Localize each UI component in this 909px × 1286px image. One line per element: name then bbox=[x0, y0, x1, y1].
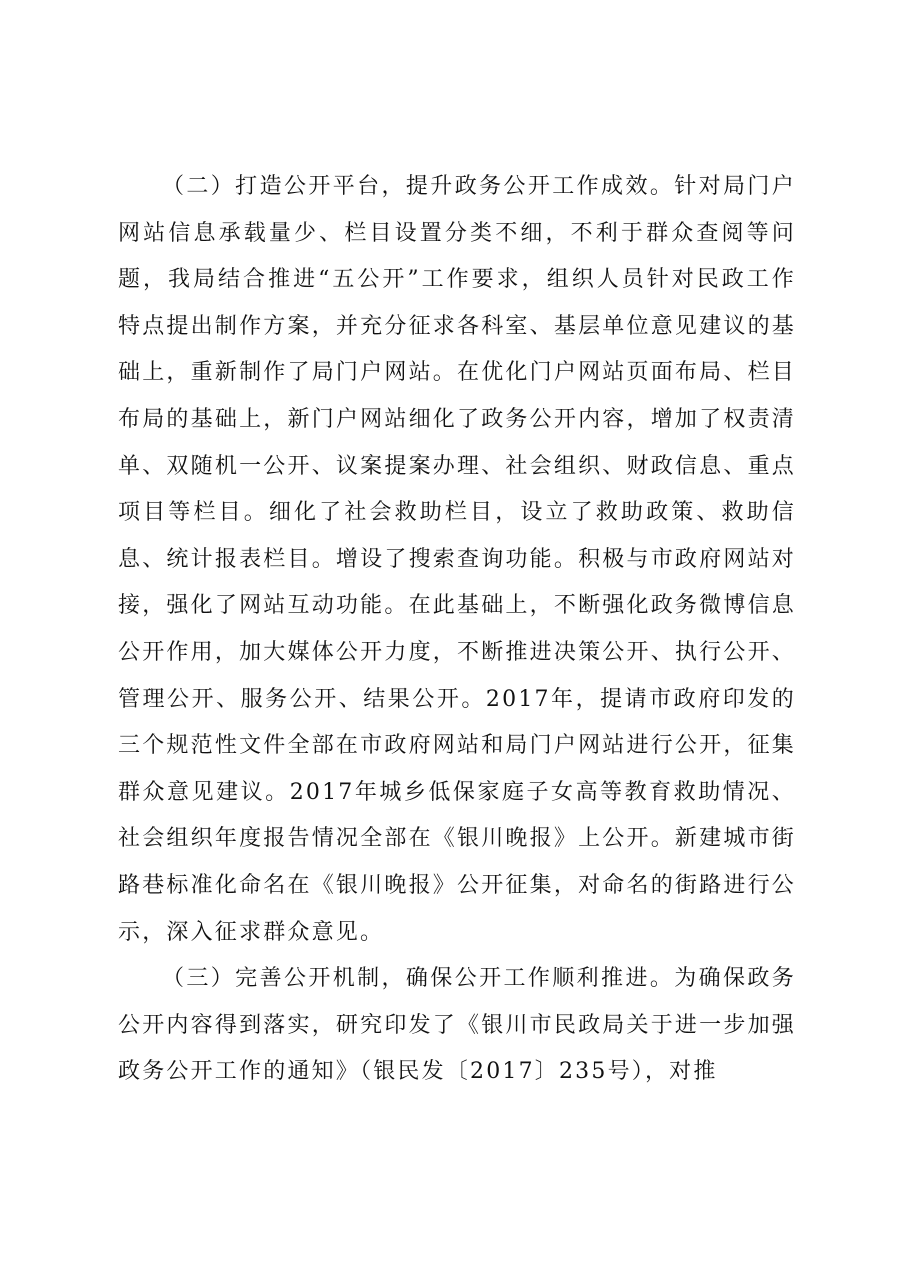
paragraph-2-open-platform: （二）打造公开平台，提升政务公开工作成效。针对局门户网站信息承载量少、栏目设置分类不细，不利于群众查阅等问题，我局结合推进“五公开”工作要求，组织人员针对民政工作特点提出制作方案，并充分征求各科室、基层单位意见建议的基础上，重新制作了局门户网站。在优化门户网站页面布局、栏目布局的基础上，新门户网站细化了政务公开内容，增加了权责清单、双随机一公开、议案提案办理、社会组织、财政信息、重点项目等栏目。细化了社会救助栏目，设立了救助政策、救助信息、统计报表栏目。增设了搜索查询功能。积极与市政府网站对接，强化了网站互动功能。在此基础上，不断强化政务微博信息公开作用，加大媒体公开力度，不断推进决策公开、执行公开、管理公开、服务公开、结果公开。2017年，提请市政府印发的三个规范性文件全部在市政府网站和局门户网站进行公开，征集群众意见建议。2017年城乡低保家庭子女高等教育救助情况、社会组织年度报告情况全部在《银川晚报》上公开。新建城市街路巷标准化命名在《银川晚报》公开征集，对命名的街路进行公示，深入征求群众意见。 bbox=[118, 174, 796, 945]
paragraph-3-open-mechanism: （三）完善公开机制，确保公开工作顺利推进。为确保政务公开内容得到落实，研究印发了《银川市民政局关于进一步加强政务公开工作的通知》（银民发〔2017〕235号），对推 bbox=[118, 966, 796, 1085]
document-body bbox=[118, 164, 796, 1096]
